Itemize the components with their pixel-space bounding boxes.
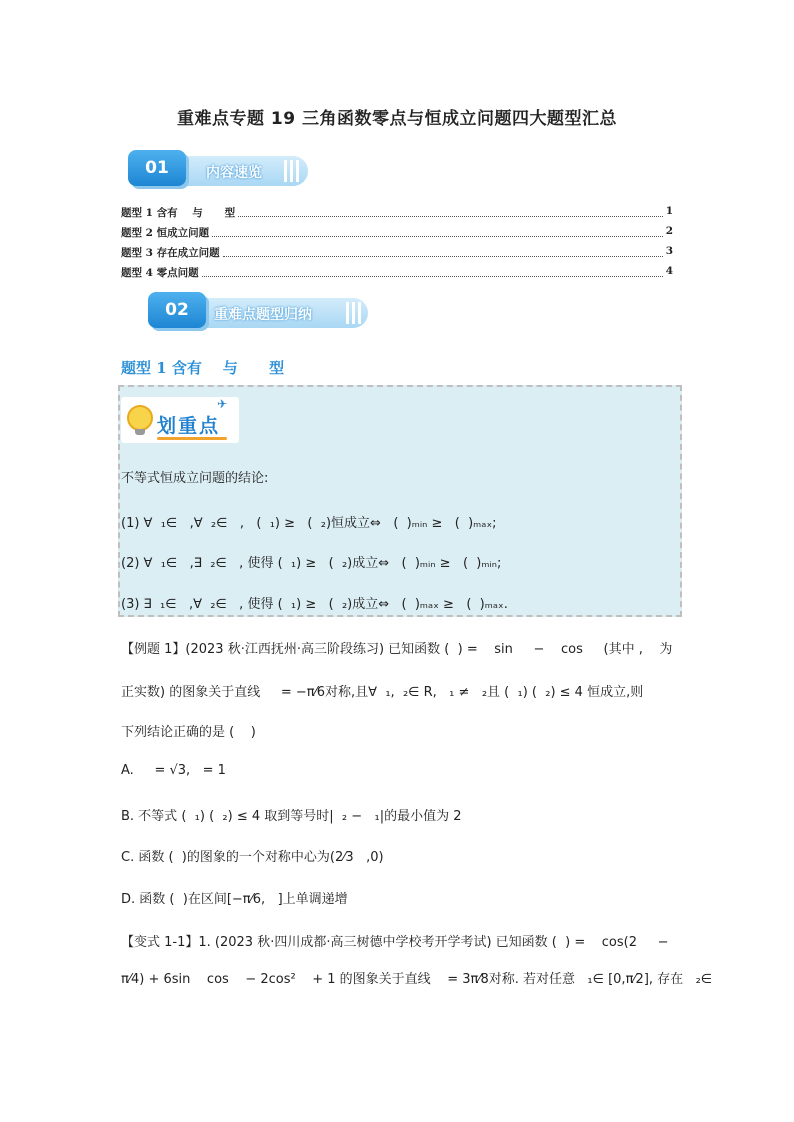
keypoint-item-1: (1) ∀ ₁∈ ,∀ ₂∈ , ( ₁) ≥ ( ₂)恒成立⇔ ( )ₘᵢₙ ≥ ( )ₘₐₓ; bbox=[121, 516, 497, 531]
variant-line-1: 【变式 1-1】1. (2023 秋·四川成都·高三树德中学校考开学考试) 已知函数 ( ) = cos(2 − bbox=[121, 935, 669, 950]
option-c: C. 函数 ( )的图象的一个对称中心为(2⁄3 ,0) bbox=[121, 850, 384, 865]
banner-stripes bbox=[284, 160, 302, 182]
key-point-badge bbox=[121, 397, 239, 443]
badge-underline bbox=[157, 437, 227, 440]
banner-stripes bbox=[346, 302, 364, 324]
example-line-3: 下列结论正确的是 ( ) bbox=[121, 725, 256, 740]
option-a: A. = √3, = 1 bbox=[121, 763, 226, 778]
option-d: D. 函数 ( )在区间[−π⁄6, ]上单调递增 bbox=[121, 892, 348, 907]
toc-item-1[interactable]: 题型 1 含有 与 型 1 bbox=[121, 205, 673, 219]
keypoint-intro: 不等式恒成立问题的结论: bbox=[121, 471, 269, 486]
banner-label: 内容速览 bbox=[206, 165, 262, 181]
toc-item-3[interactable]: 题型 3 存在成立问题 3 bbox=[121, 245, 673, 259]
paper-plane-icon: ✈ bbox=[217, 397, 228, 411]
banner-label: 重难点题型归纳 bbox=[214, 307, 312, 323]
banner-number: 02 bbox=[148, 292, 206, 328]
contents-banner bbox=[128, 150, 310, 190]
document-title: 重难点专题 19 三角函数零点与恒成立问题四大题型汇总 bbox=[177, 109, 617, 129]
example-line-1: 【例题 1】(2023 秋·江西抚州·高三阶段练习) 已知函数 ( ) = sin − cos (其中 , 为 bbox=[121, 642, 673, 657]
toc-item-2[interactable]: 题型 2 恒成立问题 2 bbox=[121, 225, 673, 239]
option-b: B. 不等式 ( ₁) ( ₂) ≤ 4 取到等号时| ₂ − ₁|的最小值为 2 bbox=[121, 809, 462, 824]
toc-item-4[interactable]: 题型 4 零点问题 4 bbox=[121, 265, 673, 279]
badge-text: 划重点 bbox=[157, 415, 221, 437]
keypoint-item-2: (2) ∀ ₁∈ ,∃ ₂∈ , 使得 ( ₁) ≥ ( ₂)成立⇔ ( )ₘᵢₙ ≥ ( )ₘᵢₙ; bbox=[121, 556, 502, 571]
keypoint-item-3: (3) ∃ ₁∈ ,∀ ₂∈ , 使得 ( ₁) ≥ ( ₂)成立⇔ ( )ₘₐₓ ≥ ( )ₘₐₓ. bbox=[121, 597, 508, 612]
example-line-2: 正实数) 的图象关于直线 = −π⁄6对称,且∀ ₁, ₂∈ R, ₁ ≠ ₂且 ( ₁) ( ₂) ≤ 4 恒成立,则 bbox=[121, 685, 644, 700]
variant-line-2: π⁄4) + 6sin cos − 2cos² + 1 的图象关于直线 = 3π⁄8对称. 若对任意 ₁∈ [0,π⁄2], 存在 ₂∈ bbox=[121, 972, 713, 987]
section-heading: 题型 1 含有 与 型 bbox=[121, 359, 285, 377]
banner-number: 01 bbox=[128, 150, 186, 186]
key-types-banner bbox=[148, 292, 368, 332]
lightbulb-icon bbox=[127, 405, 153, 431]
